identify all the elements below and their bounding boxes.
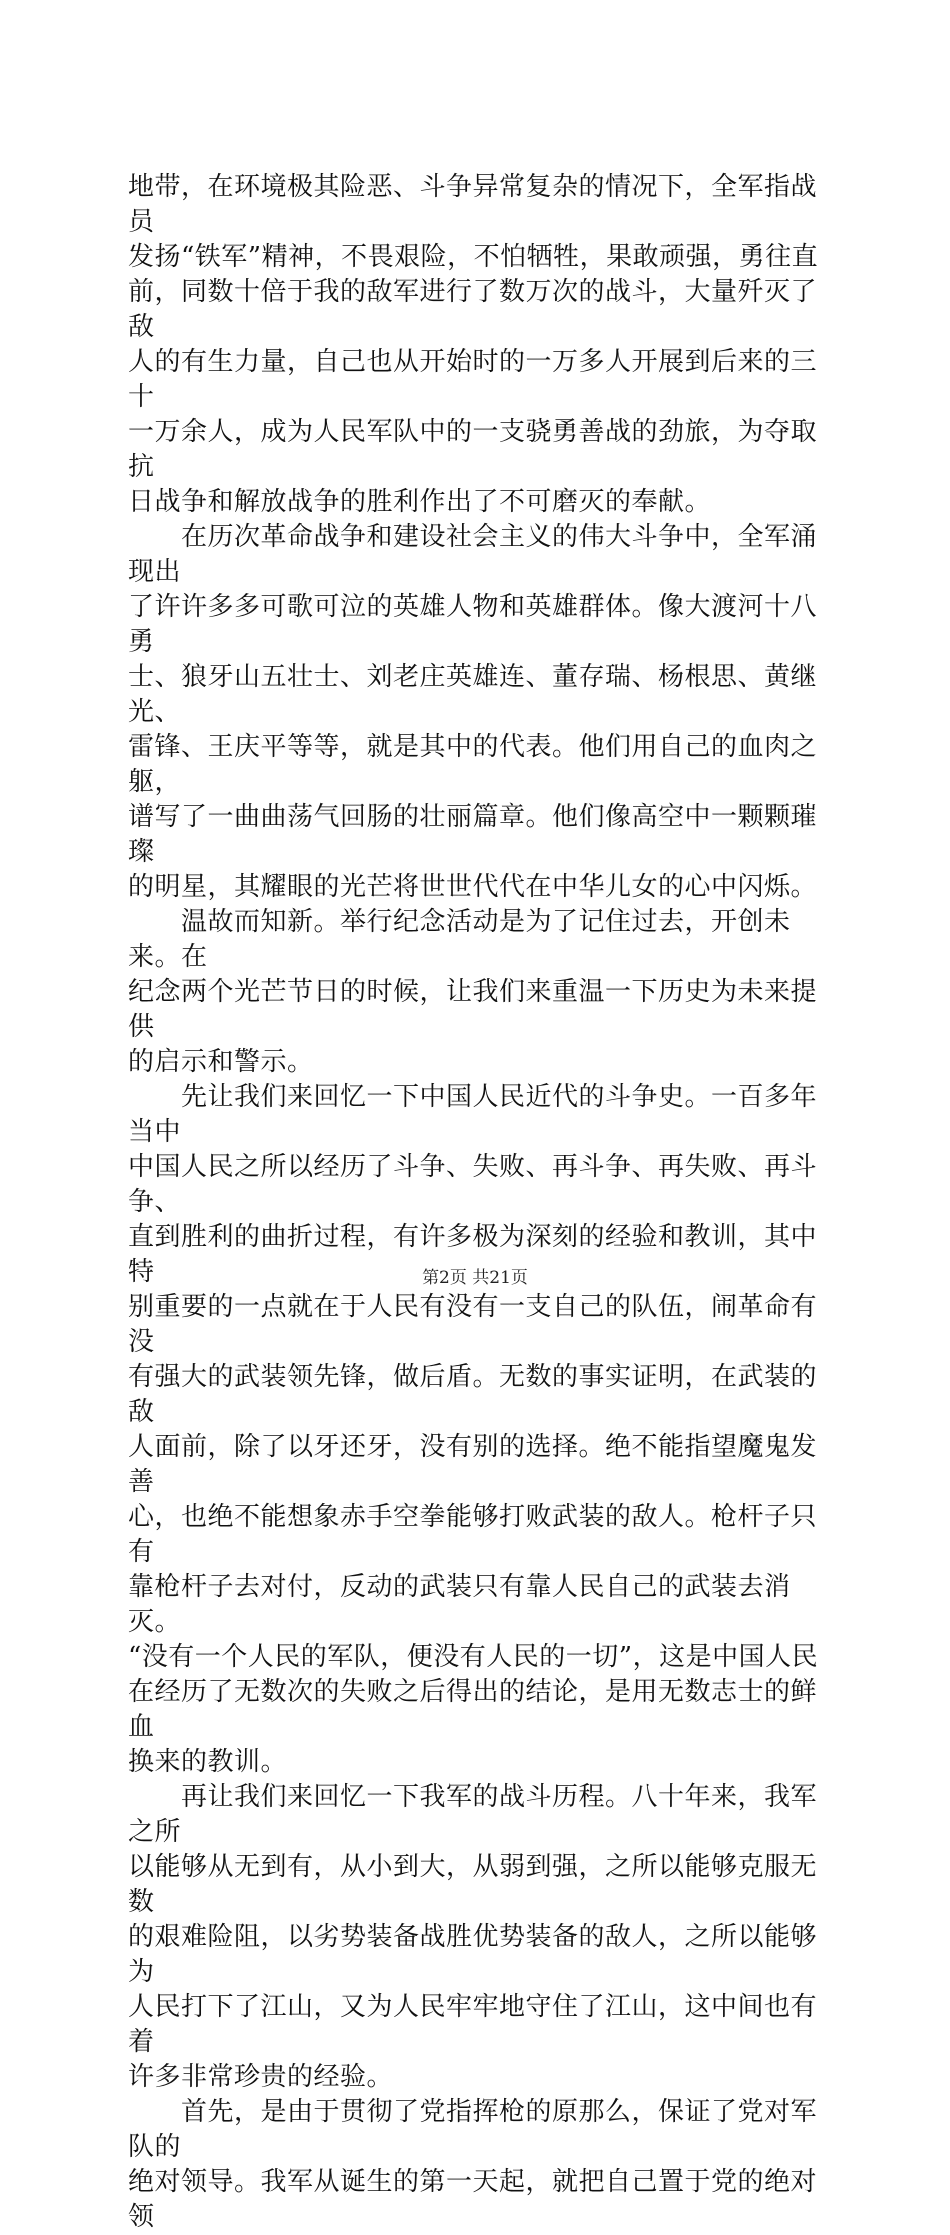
- paragraph-6: 首先，是由于贯彻了党指挥枪的原那么，保证了党对军队的 绝对领导。我军从诞生的第一天起，就把自己置于党的绝对领: [128, 2097, 818, 2232]
- paragraph-4: 先让我们来回忆一下中国人民近代的斗争史。一百多年当中 中国人民之所以经历了斗争、失败、再斗争、再失败、再斗争、 直到胜利的曲折过程，有许多极为深刻的经验和教训，其中特 别重要的一点就在于人民有没有一支自己的队伍，闹革命有没 有强大的武装领先锋，做后盾。无数的事实证明，在武装的敌 人面前，除了以牙还牙，没有别的选择。绝不能指望魔鬼发善 心，也绝不能想象赤手空拳能够打败武装的敌人。枪杆子只有 靠枪杆子去对付，反动的武装只有靠人民自己的武装去消灭。 “没有一个人民的军队，便没有人民的一切”，这是中国人民 在经历了无数次的失败之后得出的结论，是用无数志士的鲜血 换来的教训。: [128, 1082, 819, 1777]
- page-footer: 第2页 共21页: [422, 1268, 528, 1288]
- paragraph-3: 温故而知新。举行纪念活动是为了记住过去，开创未来。在 纪念两个光芒节日的时候，让我们来重温一下历史为未来提供 的启示和警示。: [128, 907, 818, 1077]
- paragraph-5: 再让我们来回忆一下我军的战斗历程。八十年来，我军之所 以能够从无到有，从小到大，从弱到强，之所以能够克服无数 的艰难险阻，以劣势装备战胜优势装备的敌人，之所以能够为 人民打下了江山，又为人民牢牢地守住了江山，这中间也有着 许多非常珍贵的经验。: [128, 1782, 818, 2092]
- paragraph-1: 地带，在环境极其险恶、斗争异常复杂的情况下，全军指战员 发扬“铁军”精神，不畏艰险，不怕牺牲，果敢顽强，勇往直 前，同数十倍于我的敌军进行了数万次的战斗，大量歼灭了敌 人的有生力量，自己也从开始时的一万多人开展到后来的三十 一万余人，成为人民军队中的一支骁勇善战的劲旅，为夺取抗 日战争和解放战争的胜利作出了不可磨灭的奉献。: [128, 172, 819, 517]
- document-body: [128, 170, 828, 2235]
- paragraph-2: 在历次革命战争和建设社会主义的伟大斗争中，全军涌现出 了许许多多可歌可泣的英雄人物和英雄群体。像大渡河十八勇 士、狼牙山五壮士、刘老庄英雄连、董存瑞、杨根思、黄继光、 雷锋、王庆平等等，就是其中的代表。他们用自己的血肉之躯， 谱写了一曲曲荡气回肠的壮丽篇章。他们像高空中一颗颗璀璨 的明星，其耀眼的光芒将世世代代在中华儿女的心中闪烁。: [128, 522, 818, 902]
